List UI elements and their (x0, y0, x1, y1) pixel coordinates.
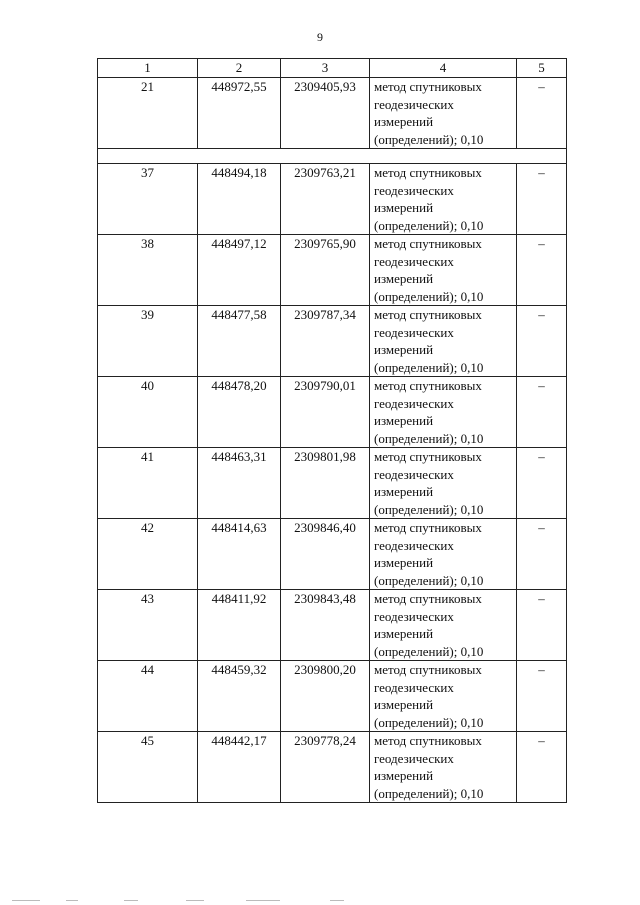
method-line: измерений (374, 114, 434, 129)
method-line: (определений); 0,10 (374, 643, 484, 659)
point-number-cell: 40 (98, 377, 198, 448)
coordinates-table (97, 58, 567, 803)
method-line: метод спутниковых (374, 520, 482, 535)
method-line: измерений (374, 200, 434, 215)
y-coordinate-cell: 2309790,01 (281, 377, 370, 448)
method-line: измерений (374, 413, 434, 428)
method-line: (определений); 0,10 (374, 430, 484, 446)
table-row (98, 732, 567, 803)
table-header-row (98, 59, 567, 78)
y-coordinate-cell: 2309763,21 (281, 164, 370, 235)
table-row (98, 519, 567, 590)
note-cell: – (517, 164, 567, 235)
method-line: геодезических (374, 750, 454, 766)
x-coordinate-cell: 448494,18 (198, 164, 281, 235)
method-line: метод спутниковых (374, 165, 482, 180)
note-cell: – (517, 732, 567, 803)
method-line: геодезических (374, 395, 454, 411)
method-line: метод спутниковых (374, 236, 482, 251)
x-coordinate-cell: 448477,58 (198, 306, 281, 377)
y-coordinate-cell: 2309787,34 (281, 306, 370, 377)
method-line: геодезических (374, 537, 454, 553)
method-line: (определений); 0,10 (374, 131, 484, 147)
point-number-cell: 42 (98, 519, 198, 590)
table-row (98, 235, 567, 306)
method-line: измерений (374, 555, 434, 570)
y-coordinate-cell: 2309801,98 (281, 448, 370, 519)
method-cell (370, 519, 517, 590)
method-line: (определений); 0,10 (374, 714, 484, 730)
method-cell (370, 306, 517, 377)
note-cell: – (517, 235, 567, 306)
y-coordinate-cell: 2309765,90 (281, 235, 370, 306)
method-line: геодезических (374, 182, 454, 198)
note-cell: – (517, 306, 567, 377)
method-line: геодезических (374, 679, 454, 695)
table-row (98, 164, 567, 235)
table-row (98, 377, 567, 448)
method-cell (370, 732, 517, 803)
point-number-cell: 45 (98, 732, 198, 803)
method-line: геодезических (374, 608, 454, 624)
method-line: (определений); 0,10 (374, 359, 484, 375)
method-cell (370, 78, 517, 149)
method-line: геодезических (374, 96, 454, 112)
column-header-4: 4 (370, 59, 517, 78)
y-coordinate-cell: 2309846,40 (281, 519, 370, 590)
note-cell: – (517, 78, 567, 149)
note-cell: – (517, 519, 567, 590)
column-header-5: 5 (517, 59, 567, 78)
method-line: (определений); 0,10 (374, 785, 484, 801)
method-line: геодезических (374, 253, 454, 269)
point-number-cell: 38 (98, 235, 198, 306)
table-row (98, 78, 567, 149)
method-cell (370, 448, 517, 519)
method-line: метод спутниковых (374, 79, 482, 94)
point-number-cell: 43 (98, 590, 198, 661)
method-cell (370, 661, 517, 732)
column-header-3: 3 (281, 59, 370, 78)
y-coordinate-cell: 2309405,93 (281, 78, 370, 149)
table-gap-row (98, 149, 567, 164)
y-coordinate-cell: 2309843,48 (281, 590, 370, 661)
column-header-2: 2 (198, 59, 281, 78)
x-coordinate-cell: 448497,12 (198, 235, 281, 306)
point-number-cell: 39 (98, 306, 198, 377)
page-number: 9 (317, 30, 323, 44)
table-row (98, 590, 567, 661)
method-cell (370, 590, 517, 661)
x-coordinate-cell: 448459,32 (198, 661, 281, 732)
point-number-cell: 37 (98, 164, 198, 235)
method-line: измерений (374, 484, 434, 499)
method-line: (определений); 0,10 (374, 501, 484, 517)
method-line: измерений (374, 626, 434, 641)
method-cell (370, 377, 517, 448)
x-coordinate-cell: 448972,55 (198, 78, 281, 149)
method-line: измерений (374, 342, 434, 357)
method-line: метод спутниковых (374, 662, 482, 677)
point-number-cell: 41 (98, 448, 198, 519)
method-line: метод спутниковых (374, 378, 482, 393)
method-cell (370, 235, 517, 306)
table-row (98, 448, 567, 519)
method-line: (определений); 0,10 (374, 288, 484, 304)
x-coordinate-cell: 448463,31 (198, 448, 281, 519)
method-cell (370, 164, 517, 235)
method-line: (определений); 0,10 (374, 572, 484, 588)
x-coordinate-cell: 448442,17 (198, 732, 281, 803)
table-body (98, 78, 567, 803)
note-cell: – (517, 661, 567, 732)
method-line: измерений (374, 271, 434, 286)
method-line: метод спутниковых (374, 733, 482, 748)
table-row (98, 661, 567, 732)
point-number-cell: 44 (98, 661, 198, 732)
footer-scan-marks (0, 896, 640, 905)
method-line: метод спутниковых (374, 449, 482, 464)
note-cell: – (517, 377, 567, 448)
method-line: метод спутниковых (374, 591, 482, 606)
method-line: геодезических (374, 466, 454, 482)
y-coordinate-cell: 2309800,20 (281, 661, 370, 732)
point-number-cell: 21 (98, 78, 198, 149)
method-line: измерений (374, 697, 434, 712)
y-coordinate-cell: 2309778,24 (281, 732, 370, 803)
table-row (98, 306, 567, 377)
method-line: геодезических (374, 324, 454, 340)
method-line: (определений); 0,10 (374, 217, 484, 233)
x-coordinate-cell: 448411,92 (198, 590, 281, 661)
x-coordinate-cell: 448414,63 (198, 519, 281, 590)
method-line: метод спутниковых (374, 307, 482, 322)
method-line: измерений (374, 768, 434, 783)
note-cell: – (517, 590, 567, 661)
x-coordinate-cell: 448478,20 (198, 377, 281, 448)
column-header-1: 1 (98, 59, 198, 78)
table-gap-cell (98, 149, 567, 164)
note-cell: – (517, 448, 567, 519)
